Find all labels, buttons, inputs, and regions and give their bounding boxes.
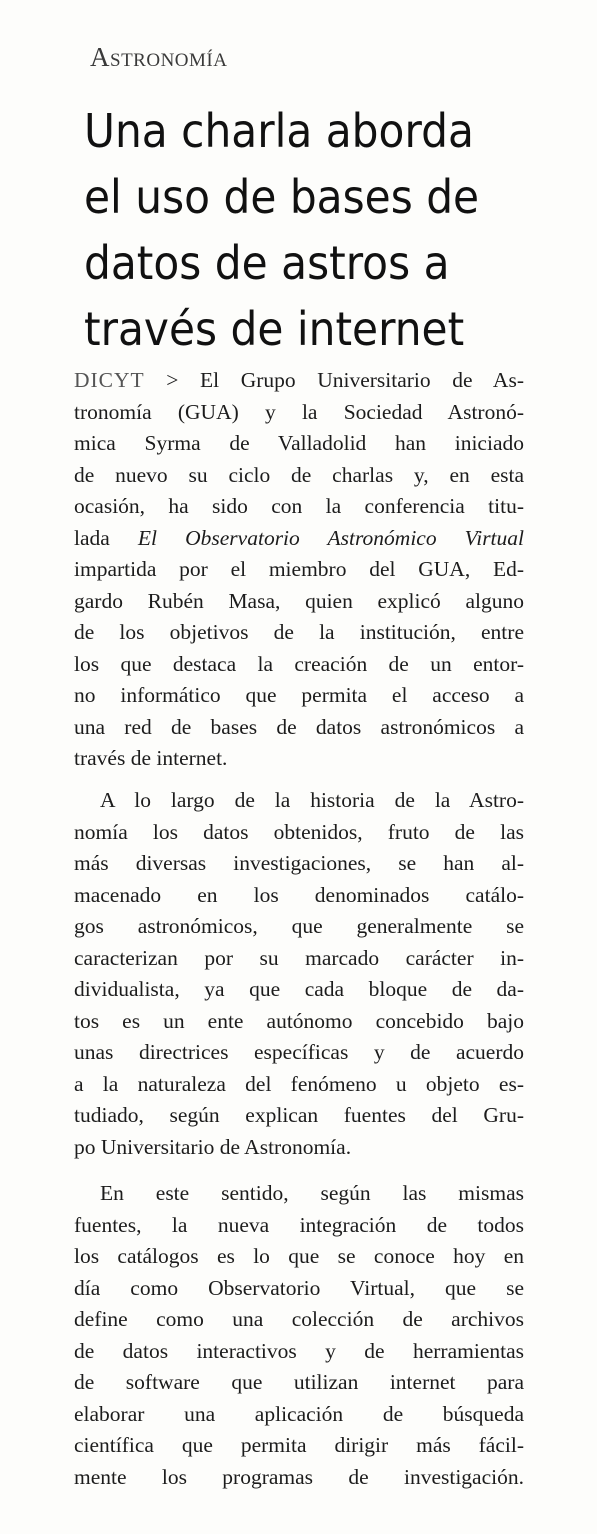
headline-line: datos de astros a: [84, 236, 450, 290]
body-line: científica que permita dirigir más fácil-: [74, 1433, 524, 1457]
body-line: macenado en los denominados catálo-: [74, 882, 524, 907]
body-line: de nuevo su ciclo de charlas y, en esta: [74, 462, 524, 487]
body-line: dividualista, ya que cada bloque de da-: [74, 977, 524, 1001]
body-line: nomía los datos obtenidos, fruto de las: [74, 819, 524, 844]
body-line: gardo Rubén Masa, quien explicó alguno: [74, 588, 524, 613]
paragraph-1: [74, 365, 524, 775]
body-line: po Universitario de Astronomía.: [74, 1134, 352, 1159]
body-line: DICYT > El Grupo Universitario de As-: [74, 368, 524, 392]
body-line: tronomía (GUA) y la Sociedad Astronó-: [74, 399, 524, 424]
body-line: caracterizan por su marcado carácter in-: [74, 945, 524, 970]
body-line: unas directrices específicas y de acuerdo: [74, 1040, 524, 1064]
headline: [84, 98, 507, 362]
body-line: de los objetivos de la institución, entre: [74, 620, 524, 644]
body-line: de software que utilizan internet para: [74, 1370, 524, 1394]
body-line: de datos interactivos y de herramientas: [74, 1338, 524, 1363]
body-line: tos es un ente autónomo concebido bajo: [74, 1008, 524, 1033]
section-label: Astronomía: [90, 42, 228, 72]
body-line: mica Syrma de Valladolid han iniciado: [74, 431, 524, 455]
agency-credit: DICYT: [74, 368, 145, 392]
body-line: gos astronómicos, que generalmente se: [74, 914, 524, 938]
body-line: En este sentido, según las mismas: [100, 1181, 524, 1205]
body-line: tudiado, según explican fuentes del Gru-: [74, 1103, 524, 1127]
conference-title: El Observatorio Astronómico Virtual: [137, 525, 525, 550]
body-line: más diversas investigaciones, se han al-: [74, 851, 524, 875]
body-line: mente los programas de investigación.: [74, 1464, 524, 1489]
headline-line: Una charla aborda: [84, 104, 474, 158]
agency-separator: >: [144, 368, 200, 392]
body-line: A lo largo de la historia de la Astro-: [100, 788, 524, 812]
body-line: a la naturaleza del fenómeno u objeto es-: [74, 1071, 524, 1096]
body-line: ocasión, ha sido con la conferencia titu-: [74, 494, 524, 518]
body-line: lada El Observatorio Astronómico Virtual: [74, 525, 525, 550]
body-line: elaborar una aplicación de búsqueda: [74, 1401, 524, 1426]
body-line: fuentes, la nueva integración de todos: [74, 1212, 524, 1237]
body-line: define como una colección de archivos: [74, 1307, 524, 1331]
headline-line: el uso de bases de: [84, 170, 480, 224]
headline-line: través de internet: [84, 302, 465, 356]
paragraph-2: [74, 785, 524, 1163]
body-line: no informático que permita el acceso a: [74, 683, 524, 707]
body-line: través de internet.: [74, 746, 228, 770]
body-line: impartida por el miembro del GUA, Ed-: [74, 557, 524, 581]
body-line: una red de bases de datos astronómicos a: [74, 714, 524, 739]
paragraph-3: [74, 1178, 524, 1493]
body-line: los catálogos es lo que se conoce hoy en: [74, 1244, 524, 1268]
body-line: día como Observatorio Virtual, que se: [74, 1275, 524, 1300]
body-line: los que destaca la creación de un entor-: [74, 651, 524, 676]
